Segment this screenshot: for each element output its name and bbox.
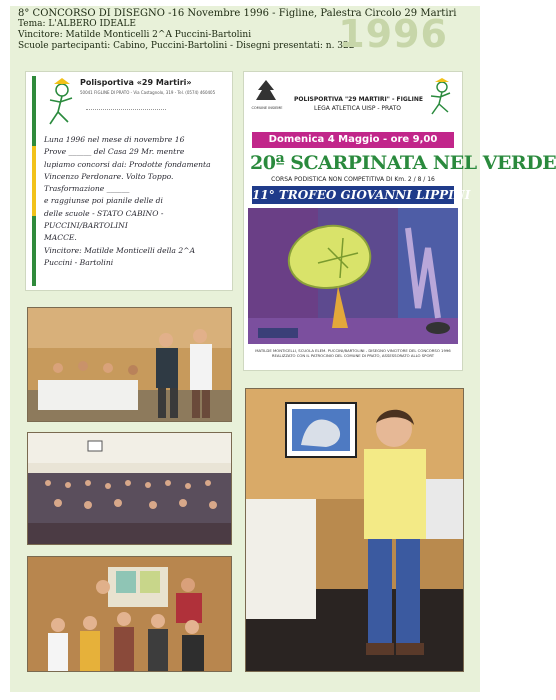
header-contest-line: 8° CONCORSO DI DISEGNO -16 Novembre 1996 - Figline, Palestra Circolo 29 Martiri [18, 8, 457, 19]
letter-line: Vincenzo Perdonare. Volto Toppo. [44, 171, 174, 181]
handwritten-letter [26, 72, 232, 290]
letter-line: Puccini - Bartolini [44, 257, 114, 267]
letter-line: Vincitore: Matilde Monticelli della 2^A [44, 245, 196, 255]
letter-color-stripe [32, 76, 36, 286]
year-watermark: 1996 [338, 12, 448, 56]
header-block [18, 8, 458, 60]
header-winner-line: Vincitore: Matilde Monticelli 2^A Puccini-Bartolini [18, 30, 252, 40]
poster-title: 20ª SCARPINATA NEL VERDE [250, 152, 556, 174]
poster-date-banner: Domenica 4 Maggio - ore 9,00 [252, 132, 454, 148]
letter-line: Luna 1996 nel mese di novembre 16 [44, 135, 185, 144]
letterhead-title: Polisportiva «29 Martiri» [80, 78, 192, 87]
letter-date-line [86, 108, 166, 110]
letter-line: MACCE. [44, 233, 77, 243]
photo-boy-with-drawing [245, 388, 464, 672]
logo-caption: COMUNE INSIEME [251, 106, 283, 110]
header-theme-line: Tema: L'ALBERO IDEALE [18, 19, 136, 29]
letter-line: Prove ______ del Casa 29 Mr. mentre [44, 147, 185, 157]
photo-children-group [27, 556, 232, 672]
runner-mascot-icon [424, 78, 456, 118]
poster-subtitle: CORSA PODISTICA NON COMPETITIVA DI Km. 2 / 8 / 16 [271, 176, 435, 183]
photo-award-ceremony [27, 307, 232, 422]
winning-tree-drawing [248, 208, 458, 344]
letter-line: Trasformazione ______ [44, 184, 130, 194]
poster-org-line-2: LEGA ATLETICA UISP - PRATO [314, 105, 402, 112]
letter-line: lupiamo concorsi dai: Prodotte fondamenta [44, 159, 211, 169]
header-schools-line: Scuole partecipanti: Cabino, Puccini-Bartolini - Disegni presentati: n. 322 [18, 41, 355, 51]
poster-footer: MATILDE MONTICELLI, SCUOLA ELEM. PUCCINI/BARTOLINI - DISEGNO VINCITORE DEL CONCORSO 1996 REALIZZATO CON IL PATROCINIO DEL COMUNE DI PRATO, ASSESSORATO ALLO SPORT [255, 348, 451, 358]
letter-line: e raggiunse poi pianile delle di [44, 196, 163, 206]
poster-trophy-banner: 11° TROFEO GIOVANNI LIPPINI [252, 188, 471, 202]
letter-line: delle scuole - STATO CABINO - PUCCINI/BARTOLINI [44, 208, 164, 231]
poster-org-line: POLISPORTIVA "29 MARTIRI" - FIGLINE [294, 96, 423, 103]
letter-handwriting [44, 134, 228, 269]
letterhead-address: 50041 FIGLINE DI PRATO - Via Castagnolo, 319 - Tel. (0574) 460405 [80, 90, 216, 95]
race-poster [244, 72, 556, 370]
club-mascot-icon [40, 78, 80, 128]
photo-hall-audience [27, 432, 232, 545]
